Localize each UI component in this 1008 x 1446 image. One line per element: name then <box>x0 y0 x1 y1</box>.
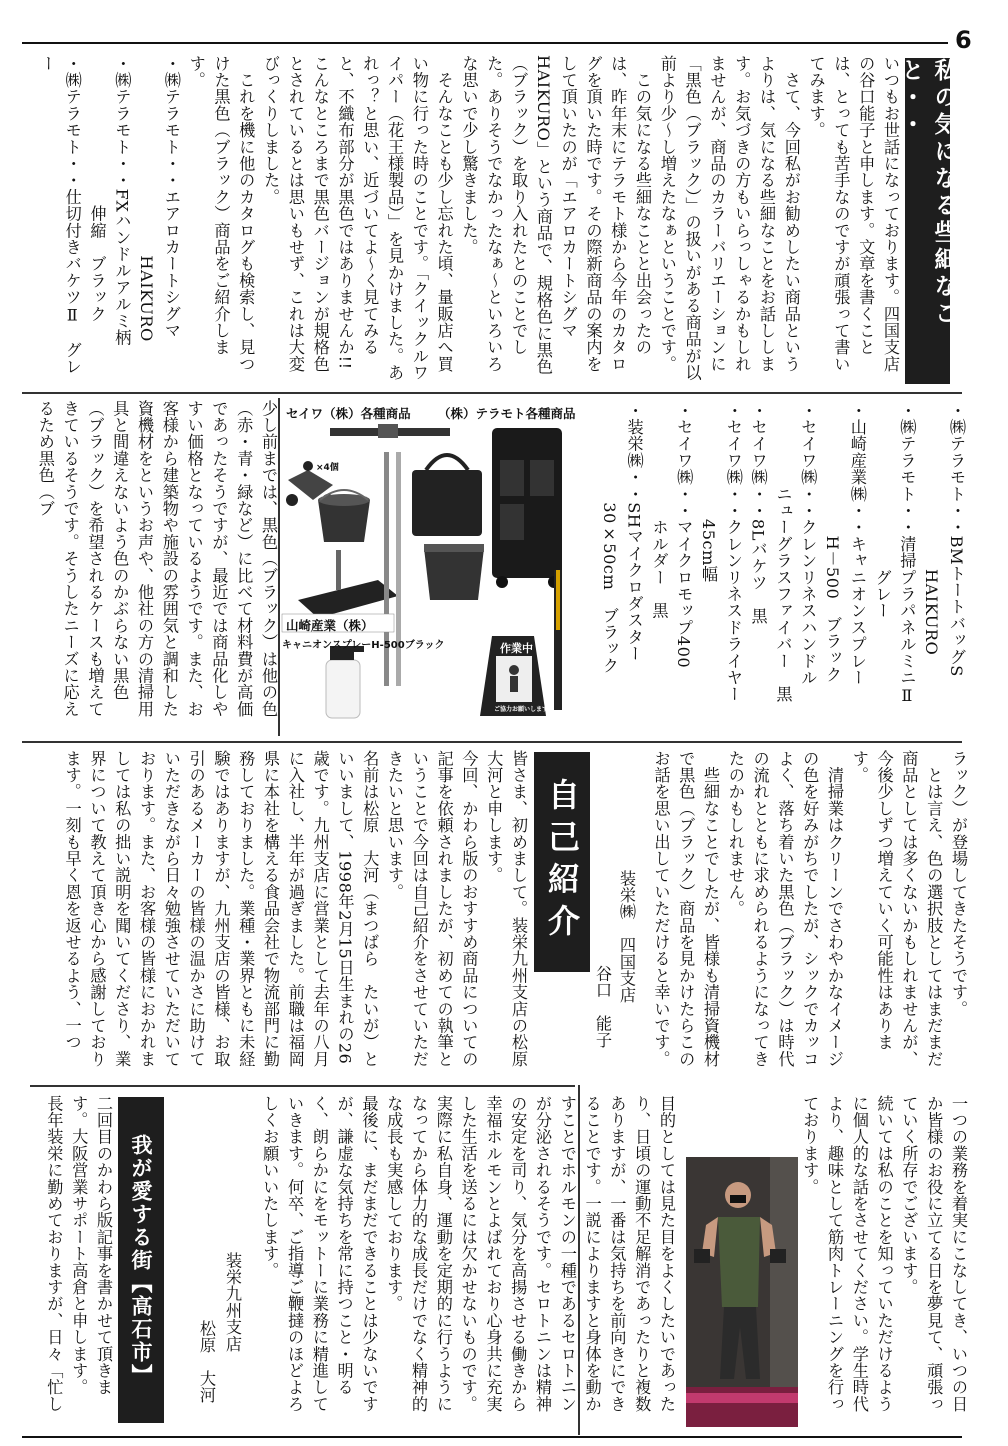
section-divider-2 <box>22 741 962 743</box>
article1-body-lower: ラック）が登場してきたそうです。 とは言え、色の選択肢としてはまだまだ商品としては多くないかもしれませんが、今後少しずつ増えていく可能性はあります。 清掃業はクリーンでさわやかなイメージの色を好みがちでしたが、シックでカッコよく、落ち着いた黒色（ブラック）は時代の流れとともに求められるようになってきたのかもしれません。 些細なことでしたが、皆様も清掃資機材で黒色（ブラック）商品を見かけたらこのお話を思い出していただけると幸いです。 <box>651 750 968 1068</box>
section-divider-3 <box>30 1085 575 1087</box>
cart-product <box>492 428 562 588</box>
divided-bucket-product <box>424 544 484 600</box>
tote-bag-product <box>412 455 482 536</box>
catalog-label-yamazaki: 山崎産業（株） <box>286 618 374 633</box>
footer-rule <box>22 1436 962 1438</box>
article1-product-list: ・㈱テラモト・・BMトートバッグS HAIKURO ・㈱テラモト・・清掃プラパネルミニⅡ グレー ・山崎産業㈱・・キャニオンスプレー H－500 ブラック ・セイワ㈱・・クレンリネスハンドル ニューグラスファイバー 黒 ・セイワ㈱・・8Lバケツ 黒 ・セイワ㈱・・クレンリネスドライヤー 45cm幅 ・セイワ㈱・・マイクロモップ400 ホルダー 黒 ・装栄㈱・・SHマイクロダスター 30×50cm ブラック <box>599 402 966 706</box>
page-number: 6 <box>955 26 972 54</box>
catalog-label-canyon-spray: キャニオンスプレーH-500ブラック <box>282 640 445 651</box>
article3-body: 二回目のかわら版記事を書かせて頂きます。大阪営業サポート高倉と申します。 長年装栄に勤めておりますが、日々「忙し <box>44 1095 113 1413</box>
catalog-label-seiwa: セイワ（株）各種商品 <box>286 406 411 421</box>
section-divider-1 <box>22 392 962 394</box>
article2-body-lower: 目的としては見た目をよくしたいであったり、日頃の運動不足解消であったりと複数ありますが、一番は気持ちを前向きにできることです。一説によりますと身体を動かすことでホルモンの一種であるセロトニンが分泌されるそうです。セロトニンは精神の安定を司り、気分を高揚させる働きから幸福ホルモンとよばれており心身共に充実した生活を送るには欠かせないものです。実際に私自身、運動を定期的に行うようになってから体力的な成長だけでなく精神的な成長も実感しております。 最後に、まだまだできることは少ないですが、謙虚な気持ちを常に持つこと・明るく、朗らかにをモットーに業務に精進していきます。何卒、ご指導ご鞭撻のほどよろしくお願いいたします。 <box>260 1095 676 1413</box>
article1-signature-branch: 装栄㈱ 四国支店 <box>617 870 636 1004</box>
catalog-image <box>278 400 596 735</box>
spray-product <box>326 646 364 718</box>
article1-body-upper: いつもお世話になっております。四国支店の谷口能子と申します。文章を書くことは、とっても苦手なのですが頑張って書いてみます。 さて、今回私がお勧めしたい商品というよりは、気になる些細なことをお話しします。お気づきの方もいらっしゃるかもしれませんが、商品のカラーバリエーションに「黒色（ブラック）」の扱いがある商品が以前より少～し増えたなぁということです。 この気になる些細なことと出会ったのは、昨年末にテラモト様から今年のカタログを頂いた時です。その際新商品の案内をして頂いたのが「エアロカートシグマHAIKURO」という商品で、規格色に黒色（ブラック）を取り入れたとのことでした。ありそうでなかったなぁ～といろいろな思いで少し驚きました。 そんなことも少し忘れた頃、量販店へ買い物に行った時のことです。「クイックルワイパー（花王様製品）」を見かけました。あれっ？と思い、近づいてよ～く見てみると、不織布部分が黒色ではありませんか!!こんなところまで黒色バージョンが規格色とされているとは思いもせず、これは大変びっくりしました。 これを機に他のカタログも検索し、見つけた黒色（ブラック）商品をご紹介します。 ・㈱テラモト・・エアロカートシグマ HAIKURO ・㈱テラモト・・FXハンドルアルミ柄 伸縮 ブラック ・㈱テラモト・・仕切付きバケツⅡ グレー <box>37 55 900 381</box>
catalog-products-drawing <box>278 400 596 735</box>
article3-title: 我が愛する街【高石市】 <box>118 1097 164 1423</box>
article2-signature-name: 松原 大河 <box>197 1320 216 1404</box>
article2-signature-branch: 装栄九州支店 <box>223 1252 242 1353</box>
bucket-product <box>318 490 370 542</box>
sign-label: 作業中 <box>500 642 533 655</box>
catalog-label-teramoto: （株）テラモト各種商品 <box>438 406 576 421</box>
mop-holder-product <box>298 550 398 618</box>
article2-body-upper: 皆さま、初めまして。装栄九州支店の松原大河と申します。 今回、かわら版のおすすめ商品についての記事を依頼されましたが、初めての執筆ということで今回は自己紹介をさせていただきたいと思います。 名前は松原 大河（まつばら たいが）といいまして、1998年2月15日生まれの26歳です。九州支店に営業として去年の八月に入社し、半年が過ぎました。前職は福岡県に本社を構える食品会社で物流部門に勤務しておりました。業種・業界ともに未経験ではありますが、九州支店の皆様、お取引のあるメーカーの皆様の温かさに助けていただきながら日々勉強させていただいております。また、お客様の皆様におかれましては私の拙い説明を聞いてくださり、業界について教えて頂き心から感謝しております。一刻も早く恩を返せるよう、一つ <box>62 750 528 1068</box>
header-rule <box>22 42 948 44</box>
sign-sublabel: ご協力お願いします <box>494 706 549 713</box>
caster-quantity: ×4個 <box>316 463 339 473</box>
article1-body-mid: 少し前までは、黒色（ブラック）は他の色（赤・青・緑など）に比べて材料費が高価であったそうですが、最近では商品化しやすい価格となっているようです。また、お客様から建築物や施設の雰囲気と調和した資機材をというお声や、他社の方の清掃用具と間違えないよう色のかぶらない黒色（ブラック）を希望されるケースも増えてきているそうです。そうしたニーズに応えるため黒色（ブ <box>35 400 278 718</box>
article1-signature-name: 谷口 能子 <box>593 965 612 1049</box>
article2-title: 自己紹介 <box>534 752 590 972</box>
article1-title: 私の気になる些細なこと・・ <box>905 58 950 384</box>
gym-photo <box>686 1157 798 1427</box>
gym-photo-drawing <box>686 1157 798 1427</box>
article2-body-right: 一つの業務を着実にこなしてき、いつの日か皆様のお役に立てる日を夢見て、頑張っていく所存でございます。 続いては私のことを知っていただけるように個人的な話をさせてください。学生時代より、趣味として筋肉トレーニングを行っております。 <box>800 1095 968 1413</box>
